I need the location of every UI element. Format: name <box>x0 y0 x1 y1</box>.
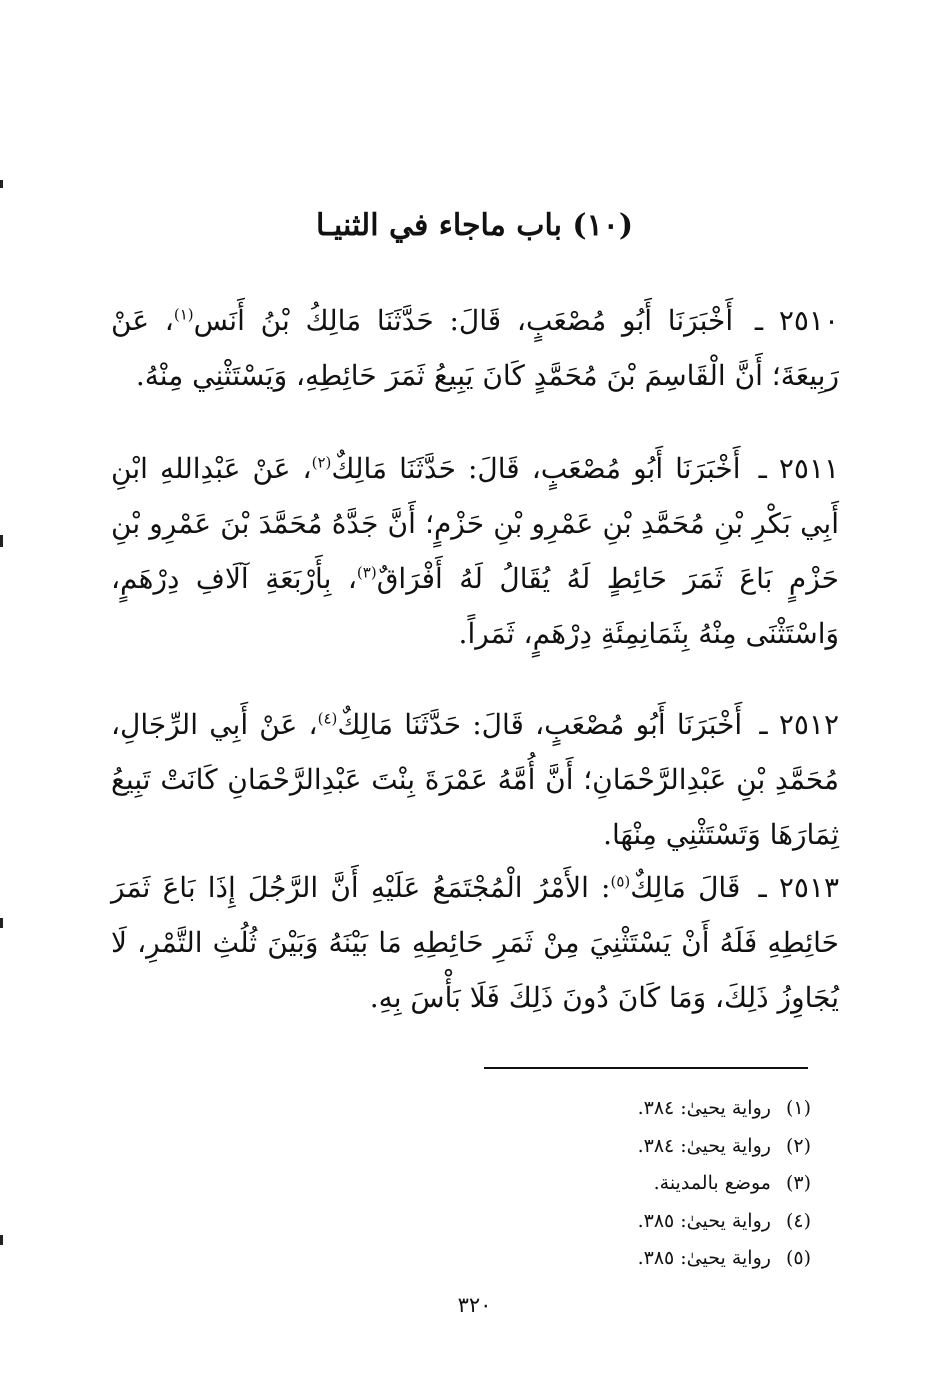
footnote-ref: (٤) <box>317 709 338 728</box>
footnotes-list <box>471 1090 811 1278</box>
hadith-number: ٢٥١٣ ـ <box>758 871 840 904</box>
footnote-number: (٢) <box>785 1134 811 1157</box>
hadith-text: ، عَنْ عَبْدِاللهِ ابْنِ أَبِي بَكْرِ بْنِ مُحَمَّدِ بْنِ عَمْرِو بْنِ حَزْمٍ؛ أَنَّ جَدَّهُ مُحَمَّدَ بْنَ عَمْرِو بْنِ حَزْمٍ بَاعَ ثَمَرَ حَائِطٍ لَهُ يُقَالُ لَهُ أَفْرَاقٌ <box>111 452 839 595</box>
footnote-text: رواية يحيىٰ: ٣٨٤. <box>637 1134 771 1157</box>
footnote-item <box>471 1128 811 1166</box>
hadith-text: : الأَمْرُ الْمُجْتَمَعُ عَلَيْهِ أَنَّ الرَّجُلَ إِذَا بَاعَ ثَمَرَ حَائِطِهِ فَلَهُ أَنْ يَسْتَثْنِيَ مِنْ ثَمَرِ حَائِطِهِ مَا بَيْنَهُ وَبَيْنَ ثُلُثِ التَّمْرِ، لَا يُجَاوِزُ ذَلِكَ، وَمَا كَانَ دُونَ ذَلِكَ فَلَا بَأْسَ بِهِ. <box>111 871 839 1014</box>
footnote-number: (٤) <box>785 1209 811 1232</box>
footnote-ref: (١) <box>173 305 194 324</box>
hadith-number: ٢٥١٠ ـ <box>754 304 839 337</box>
hadith-2511 <box>111 441 839 661</box>
hadith-text: ، بِأَرْبَعَةِ آلَافِ دِرْهَمٍ، وَاسْتَثْنَى مِنْهُ بِثَمَانِمِئَةِ دِرْهَمٍ، ثَمَراً. <box>111 562 839 650</box>
footnote-number: (١) <box>785 1097 811 1119</box>
hadith-text: ، عَنْ أَبِي الرِّجَالِ، مُحَمَّدِ بْنِ عَبْدِالرَّحْمَانِ؛ أَنَّ أُمَّهُ عَمْرَةَ بِنْتَ عَبْدِالرَّحْمَانِ كَانَتْ تَبِيعُ ثِمَارَهَا وَتَسْتَثْنِي مِنْهَا. <box>111 708 839 851</box>
chapter-heading: (١٠) باب ماجاء في الثنيـا <box>315 208 634 243</box>
hadith-2510 <box>111 293 839 403</box>
footnote-ref: (٢) <box>311 453 332 472</box>
hadith-number: ٢٥١١ ـ <box>758 452 840 485</box>
hadith-2513 <box>111 860 839 1025</box>
footnote-ref: (٣) <box>356 563 377 582</box>
footnote-number: (٣) <box>785 1172 811 1194</box>
hadith-text: أَخْبَرَنَا أَبُو مُصْعَبٍ، قَالَ: حَدَّثَنَا مَالِكٌ <box>331 452 741 485</box>
hadith-text: أَخْبَرَنَا أَبُو مُصْعَبٍ، قَالَ: حَدَّثَنَا مَالِكُ بْنُ أَنَس <box>193 304 734 337</box>
footnote-number: (٥) <box>785 1247 811 1269</box>
footnote-item <box>471 1240 811 1278</box>
footnote-text: رواية يحيىٰ: ٣٨٥. <box>637 1247 771 1269</box>
hadith-text: أَخْبَرَنَا أَبُو مُصْعَبٍ، قَالَ: حَدَّثَنَا مَالِكٌ <box>337 708 743 741</box>
footnote-item <box>471 1165 811 1203</box>
footnote-text: رواية يحيىٰ: ٣٨٤. <box>637 1097 771 1119</box>
scan-edge-mark <box>0 918 3 928</box>
footnote-text: موضع بالمدينة. <box>653 1172 771 1194</box>
scan-edge-mark <box>0 1235 3 1245</box>
footnote-divider <box>484 1067 808 1069</box>
footnote-item <box>471 1090 811 1128</box>
scan-edge-mark <box>0 180 3 188</box>
hadith-text: قَالَ مَالِكٌ <box>630 871 741 904</box>
footnote-ref: (٥) <box>610 872 631 891</box>
hadith-number: ٢٥١٢ ـ <box>759 708 839 741</box>
hadith-text: ، عَنْ رَبِيعَةَ؛ أَنَّ الْقَاسِمَ بْنَ مُحَمَّدٍ كَانَ يَبِيعُ ثَمَرَ حَائِطِهِ، وَيَسْتَثْنِي مِنْهُ. <box>111 304 839 392</box>
footnote-text: رواية يحيىٰ: ٣٨٥. <box>637 1209 771 1232</box>
page-number: ٣٢٠ <box>457 1293 492 1317</box>
footnote-item <box>471 1203 811 1241</box>
scan-edge-mark <box>0 535 3 547</box>
hadith-2512 <box>111 697 839 862</box>
